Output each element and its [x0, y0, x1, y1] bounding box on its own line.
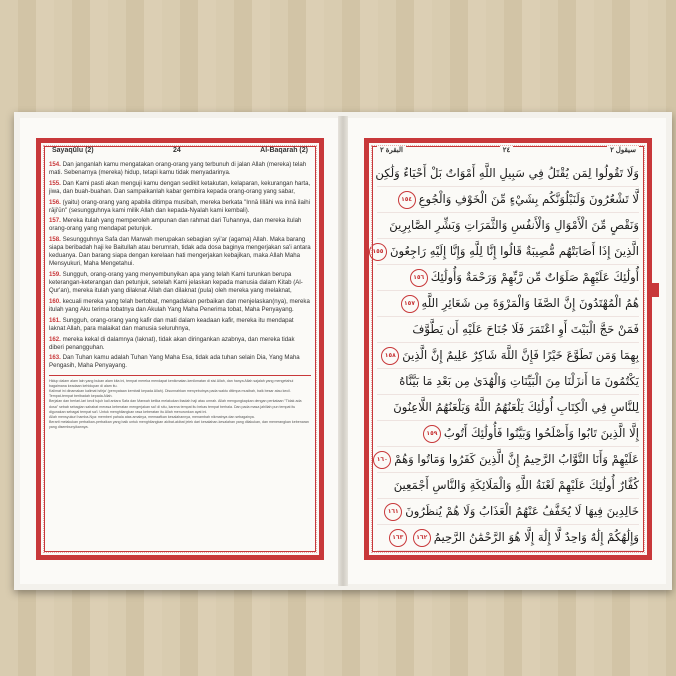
ayah-marker: ١٥٤	[398, 191, 416, 209]
translation-verse	[49, 336, 311, 352]
arabic-text: عَلَيْهِمْ وَأَنَا التَّوَّابُ الرَّحِيمُ إِنَّ الَّذِينَ كَفَرُوا وَمَاتُوا وَهُمْ	[394, 452, 639, 466]
verse-text: Mereka itulah yang memperoleh ampunan dan rahmat dari Tuhannya, dan mereka itulah orang-orang yang mendapat petunjuk.	[49, 217, 302, 233]
hizb-marker	[651, 283, 659, 297]
verse-number: 158.	[49, 236, 61, 244]
arabic-line	[377, 317, 639, 343]
verse-number: 156.	[49, 198, 61, 206]
footnote: Tempat-tempat beribadah kepada Allah.	[49, 394, 113, 399]
verse-text: mereka kekal di dalamnya (laknat), tidak akan diringankan azabnya, dan mereka tidak diberi penangguhan.	[49, 335, 295, 351]
verse-number: 162.	[49, 335, 61, 343]
arabic-line	[377, 395, 639, 421]
footnote-divider	[49, 375, 311, 376]
translation-verse	[49, 317, 311, 333]
translation-verse	[49, 271, 311, 295]
translation-header	[41, 141, 319, 159]
arabic-header	[369, 141, 647, 159]
arabic-frame	[364, 138, 652, 560]
arabic-line	[377, 187, 639, 213]
book-spine	[338, 116, 348, 586]
arabic-line	[377, 265, 639, 291]
arabic-text: يَكْتُمُونَ مَا أَنزَلْنَا مِنَ الْبَيِّنَاتِ وَالْهُدَىٰ مِن بَعْدِ مَا بَيَّنَّاهُ	[399, 374, 639, 388]
verse-number: 157.	[49, 217, 61, 225]
arabic-text: لِلنَّاسِ فِي الْكِتَابِ أُولَٰئِكَ يَلْعَنُهُمُ اللَّهُ وَيَلْعَنُهُمُ اللَّاعِنُونَ	[393, 400, 639, 414]
arabic-text: هُمُ الْمُهْتَدُونَ إِنَّ الصَّفَا وَالْمَرْوَةَ مِن شَعَائِرِ اللَّهِ	[421, 296, 639, 310]
translation-verse	[49, 354, 311, 370]
verse-text: Sungguh, orang-orang yang menyembunyikan apa yang telah Kami turunkan berupa keterangan-keterangan dan petunjuk, setelah Kami jelaskan kepada manusia dalam Kitab (Al-Qur'an), mereka itulah yang dilaknat Allah dan dilaknat (pula) oleh mereka yang melaknat,	[49, 271, 303, 295]
translation-verse	[49, 236, 311, 268]
verse-number: 161.	[49, 316, 61, 324]
translation-verse	[49, 180, 311, 196]
arabic-line	[377, 213, 639, 239]
arabic-text: وَإِلَٰهُكُمْ إِلَٰهٌ وَاحِدٌ لَّا إِلَٰهَ إِلَّا هُوَ الرَّحْمَٰنُ الرَّحِيمُ	[433, 530, 639, 544]
arabic-line	[377, 343, 639, 369]
arabic-line	[377, 499, 639, 525]
verse-text: kecuali mereka yang telah bertobat, mengadakan perbaikan dan menjelaskan(nya), mereka itulah yang Aku terima tobatnya dan Akulah Yang Maha Penerima tobat, Maha Penyayang.	[49, 297, 310, 314]
footnote: Berarti melakukan perbaikan-perbaikan yang baik untuk menghilangkan akibat-akibat jelek dari kesalahan-kesalahan yang dilakukan, dan menerangkan kebenaran yang disembunyikannya.	[49, 420, 309, 430]
arabic-text: وَنَقْصٍ مِّنَ الْأَمْوَالِ وَالْأَنفُسِ وَالثَّمَرَاتِ وَبَشِّرِ الصَّابِرِينَ	[389, 218, 639, 232]
arabic-line	[377, 473, 639, 499]
arabic-page-number: ٢٤	[500, 146, 514, 154]
footnote: Hidup dalam alam lain yang bukan alam kita ini, tempat mereka mendapat kenikmatan-kenikmatan di sisi Allah, dan hanya Allah sajalah yang mengetahui bagaimana keadaan kehidupan di alam itu.	[49, 378, 294, 388]
arabic-content	[372, 161, 639, 549]
ayah-marker: ١٥٩	[423, 425, 441, 443]
ayah-marker: ١٦٣	[389, 529, 407, 547]
translation-verse	[49, 298, 311, 314]
arabic-text: إِلَّا الَّذِينَ تَابُوا وَأَصْلَحُوا وَبَيَّنُوا فَأُولَٰئِكَ أَتُوبُ	[443, 426, 639, 440]
arabic-line	[377, 525, 639, 551]
arabic-line	[377, 291, 639, 317]
verse-number: 155.	[49, 179, 61, 187]
arabic-text: بِهِمَا وَمَن تَطَوَّعَ خَيْرًا فَإِنَّ اللَّهَ شَاكِرٌ عَلِيمٌ إِنَّ الَّذِينَ	[402, 348, 639, 362]
ayah-marker: ١٥٥	[369, 243, 387, 261]
verse-number: 160.	[49, 297, 61, 305]
verse-text: (yaitu) orang-orang yang apabila ditimpa musibah, mereka berkata "Innā lillāhi wa innā ilaihi rāji'ūn" (sesungguhnya kami milik Allah dan kepada-Nyalah kami kembali).	[49, 198, 310, 214]
arabic-text: فَمَنْ حَجَّ الْبَيْتَ أَوِ اعْتَمَرَ فَلَا جُنَاحَ عَلَيْهِ أَن يَطَّوَّفَ	[412, 322, 639, 336]
arabic-text: خَالِدِينَ فِيهَا لَا يُخَفَّفُ عَنْهُمُ الْعَذَابُ وَلَا هُمْ يُنظَرُونَ	[405, 504, 639, 518]
translation-verse	[49, 161, 311, 177]
arabic-text: كُفَّارٌ أُولَٰئِكَ عَلَيْهِمْ لَعْنَةُ اللَّهِ وَالْمَلَائِكَةِ وَالنَّاسِ أَجْمَعِينَ	[393, 478, 639, 492]
arabic-text: الَّذِينَ إِذَا أَصَابَتْهُم مُّصِيبَةٌ قَالُوا إِنَّا لِلَّهِ وَإِنَّا إِلَيْهِ رَاجِعُونَ	[389, 244, 639, 258]
arabic-text: لَّا تَشْعُرُونَ وَلَنَبْلُوَنَّكُم بِشَيْءٍ مِّنَ الْخَوْفِ وَالْجُوعِ	[418, 192, 639, 206]
arabic-text: وَلَا تَقُولُوا لِمَن يُقْتَلُ فِي سَبِيلِ اللَّهِ أَمْوَاتٌ بَلْ أَحْيَاءٌ وَلَٰكِن	[375, 166, 639, 180]
page-number: 24	[170, 147, 184, 154]
translation-content	[49, 161, 311, 549]
verse-text: Dan janganlah kamu mengatakan orang-orang yang terbunuh di jalan Allah (mereka) telah mati. Sebenarnya (mereka) hidup, tetapi kamu tidak menyadarinya.	[49, 161, 307, 177]
juz-label: Sayaqūlu (2)	[49, 147, 97, 154]
footnote: Berjalan dan berlari-lari kecil tujuh kali antara Safa dan Marwah ketika melakukan ibadah haji atau umrah. Allah mengungkapkan dengan perkataan "Tidak ada dosa" sebab sebagian sahabat merasa keberatan mengerjakan sa'i di situ, karena tempat itu bekas tempat berhala. Dan pada masa jahiliah pun tempat itu digunakan sebagai tempat sa'i. Untuk menghilangkan rasa keberatan itu Allah menurunkan ayat ini.	[49, 399, 302, 414]
verse-number: 159.	[49, 271, 61, 279]
verse-number: 163.	[49, 354, 61, 362]
arabic-line	[372, 239, 639, 265]
ayah-marker: ١٥٨	[381, 347, 399, 365]
arabic-line	[377, 369, 639, 395]
surah-label: Al-Baqarah (2)	[257, 147, 311, 154]
verse-text: Sungguh, orang-orang yang kafir dan mati dalam keadaan kafir, mereka itu mendapat laknat Allah, para malaikat dan manusia seluruhnya,	[49, 316, 294, 332]
verse-number: 154.	[49, 161, 61, 168]
ayah-marker: ١٥٦	[410, 269, 428, 287]
ayah-marker: ١٦٢	[413, 529, 431, 547]
footnote: Allah mensyukuri hamba-Nya: memberi pahala atas amalnya, memaafkan kesalahannya, menambah nikmatnya dan sebagainya.	[49, 414, 255, 419]
translation-page	[20, 118, 338, 584]
translation-verse	[49, 199, 311, 215]
verse-text: Dan Tuhan kamu adalah Tuhan Yang Maha Esa, tidak ada tuhan selain Dia, Yang Maha Pengasih, Maha Penyayang.	[49, 354, 300, 370]
ayah-marker: ١٦٠	[373, 451, 391, 469]
arabic-line	[377, 421, 639, 447]
arabic-surah-label: البقرة ٢	[377, 146, 406, 154]
verse-text: Sesungguhnya Safa dan Marwah merupakan sebagian syi'ar (agama) Allah. Maka barang siapa beribadah haji ke Baitullah atau berumrah, tidak ada dosa baginya mengerjakan sa'i antara keduanya. Dan barang siapa dengan kerelaan hati mengerjakan kebajikan, maka Allah Maha Mensyukuri, Maha Mengetahui.	[49, 236, 311, 268]
ayah-marker: ١٦١	[384, 503, 402, 521]
translation-verse	[49, 217, 311, 233]
arabic-juz-label: سيقول ٢	[607, 146, 639, 154]
ayah-marker: ١٥٧	[401, 295, 419, 313]
arabic-text: أُولَٰئِكَ عَلَيْهِمْ صَلَوَاتٌ مِّن رَّبِّهِمْ وَرَحْمَةٌ وَأُولَٰئِكَ	[430, 270, 639, 284]
open-book	[14, 112, 672, 590]
footnote: Kalimat ini dinamakan kalimat istirja' (pernyataan kembali kepada Allah). Disunnahkan menyebutnya pada waktu ditimpa musibah, baik besar atau kecil.	[49, 388, 291, 393]
translation-frame	[36, 138, 324, 560]
arabic-line	[377, 161, 639, 187]
verse-text: Dan Kami pasti akan menguji kamu dengan sedikit ketakutan, kelaparan, kekurangan harta, jiwa, dan buah-buahan. Dan sampaikanlah kabar gembira kepada orang-orang yang sabar,	[49, 179, 311, 195]
arabic-line	[377, 447, 639, 473]
arabic-page	[348, 118, 666, 584]
